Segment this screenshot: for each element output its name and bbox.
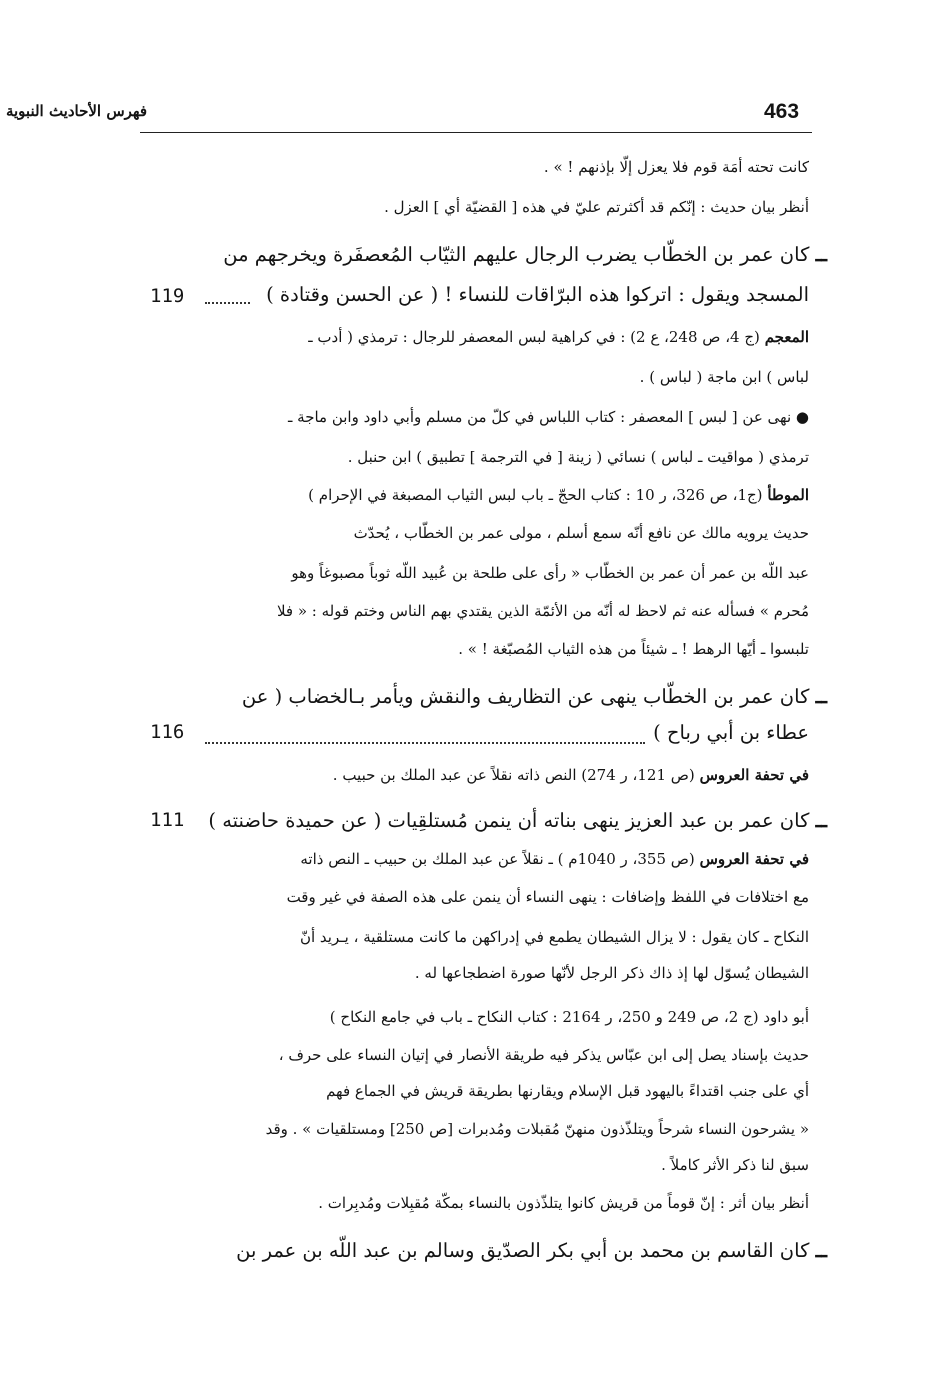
entry-dash: ــ [815, 1239, 827, 1262]
entry-3-source-line-5: أبو داود (ج 2، ص 249 و 250، ر 2164 : كتاب النكاح ـ باب في جامع النكاح ) [329, 1008, 809, 1026]
entry-1-page-ref: 119 [150, 285, 185, 307]
source-text: (ص 121، ر 274) النص ذاته نقلاً عن عبد الملك بن حبيب . [332, 766, 695, 784]
entry-dash: ــ [815, 685, 827, 708]
intro-line-1: كانت تحته أمَة قوم فلا يعزل إلّا بإذنهم ! » . [543, 158, 809, 176]
entry-3-page-ref: 111 [150, 809, 185, 831]
entry-3-source-line-1 [300, 848, 809, 870]
entry-3-source-line-6: حديث بإسناد يصل إلى ابن عبّاس يذكر فيه طريقة الأنصار في إتيان النساء على حرف ، [278, 1046, 809, 1064]
entry-2-heading-text-1: كان عمر بن الخطّاب ينهى عن التظاريف والنقش ويأمر بـالخضاب ( عن [241, 685, 810, 708]
entry-1-heading-line-1 [223, 242, 827, 268]
source-text: (ج1، ص 326، ر 10 : كتاب الحجّ ـ باب لبس الثياب المصبغة في الإحرام ) [308, 486, 763, 504]
entry-3-heading-text-1: كان عمر بن عبد العزيز ينهى بناته أن ينمن مُستلقِيات ( عن حميدة حاضنته ) [208, 809, 810, 832]
entry-4-heading-line-1 [236, 1238, 827, 1264]
entry-4-heading-text-1: كان القاسم بن محمد بن أبي بكر الصدّيق وسالم بن عبد اللّه بن عمر بن [236, 1239, 810, 1262]
entry-1-source-line-6: حديث يرويه مالك عن نافع أنّه سمع أسلم ، مولى عمر بن الخطّاب ، يُحدّث [353, 524, 809, 542]
source-label: المعجم [764, 328, 809, 346]
entry-2-page-ref: 116 [150, 721, 185, 743]
leader-dots [205, 302, 250, 304]
page-number: 463 [764, 100, 800, 123]
entry-dash: ــ [815, 809, 827, 832]
entry-2-heading-line-2: عطاء بن أبي رباح ) [653, 721, 809, 744]
entry-3-source-line-3: النكاح ـ كان يقول : لا يزال الشيطان يطمع في إدراكهن ما كانت مستلقية ، يـريد أنّ [299, 928, 809, 946]
source-label: الموطأ [767, 486, 809, 504]
entry-2-source-line-1 [333, 764, 809, 786]
entry-1-heading-line-2: المسجد ويقول : اتركوا هذه البرّاقات للنساء ! ( عن الحسن وقتادة ) [266, 283, 809, 306]
source-label: في تحفة العروس [699, 766, 809, 784]
entry-3-source-line-10: أنظر بيان أثر : إنّ قوماً من قريش كانوا يتلذّذون بالنساء بمكّة مُقبِلات ومُدبِرات . [318, 1194, 809, 1212]
entry-3-source-line-9: سبق لنا ذكر الأثر كاملاً . [661, 1156, 809, 1174]
entry-1-source-line-9: تلبسوا ـ أيّها الرهط ! ـ شيئاً من هذه الثياب المُصبّغة ! » . [458, 640, 809, 658]
entry-1-source-line-8: مُحرم » فسأله عنه ثم لاحظ له أنّه من الأئمّة الذين يقتدي بهم الناس وختم قوله : « فلا [276, 602, 809, 620]
entry-3-source-line-4: الشيطان يُسوّل لها إذ ذاك ذكر الرجل لأنّها صورة اضطجاعها له . [414, 964, 809, 982]
entry-3-source-line-2: مع اختلافات في اللفظ وإضافات : ينهى النساء أن ينمن على هذه الصفة في غير وقت [286, 888, 809, 906]
source-text: (ص 355، ر 1040م ) ـ نقلاً عن عبد الملك بن حبيب ـ النص ذاته [300, 850, 695, 868]
intro-line-2: أنظر بيان حديث : إنّكم قد أكثرتم عليّ في هذه [ القضيّة أي ] العزل . [384, 198, 809, 216]
entry-3-source-line-8: « يشرحون النساء شرحاً ويتلذّذون منهنّ مُقبلات ومُدبرات [ص 250] ومستلقيات » . وقد [265, 1120, 809, 1138]
entry-1-source-line-7: عبد اللّه بن عمر أن عمر بن الخطّاب « رأى على طلحة بن عُبيد اللّه ثوباً مصبوغاً وهو [291, 564, 809, 582]
entry-3-heading-line-1 [208, 808, 827, 834]
entry-1-source-line-5 [308, 484, 809, 506]
header-rule [140, 132, 812, 133]
running-title: فهرس الأحاديث النبوية [5, 102, 147, 120]
entry-dash: ــ [815, 243, 827, 266]
entry-1-source-line-2: لباس ) ابن ماجة ( لباس ) . [639, 368, 809, 386]
entry-1-heading-text-1: كان عمر بن الخطّاب يضرب الرجال عليهم الثيّاب المُعصفَرة ويخرجهم من [223, 243, 810, 266]
source-text: (ج 4، ص 248، ع 2) : في كراهية لبس المعصفر للرجال : ترمذي ( أدب ـ [308, 328, 760, 346]
entry-1-source-line-3: ● نهى عن [ لبس ] المعصفر : كتاب اللباس في كلّ من مسلم وأبي داود وابن ماجة ـ [287, 408, 809, 426]
entry-1-source-line-4: ترمذي ( مواقيت ـ لباس ) نسائي ( زينة [ في الترجمة ] تطبيق ) ابن حنبل . [347, 448, 809, 466]
entry-3-source-line-7: أي على جنب اقتداءً باليهود قبل الإسلام ويقارنها بطريقة قريش في الجماع فهم [326, 1082, 809, 1100]
entry-1-source-line-1 [308, 326, 809, 348]
source-label: في تحفة العروس [699, 850, 809, 868]
leader-dots [205, 742, 645, 744]
entry-2-heading-line-1 [242, 684, 827, 710]
